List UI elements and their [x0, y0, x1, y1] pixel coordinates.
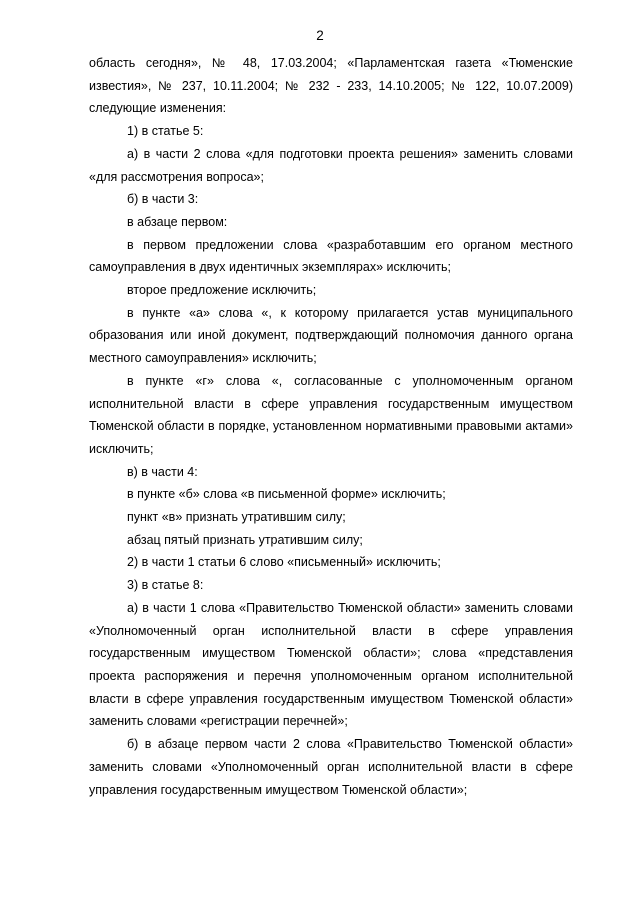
- paragraph-point-a: в пункте «а» слова «, к которому прилагается устав муниципального образования или иной документ, подтверждающий полномочия данного органа местного самоуправления» исключить;: [89, 305, 573, 366]
- paragraph-article-5-a: а) в части 2 слова «для подготовки проекта решения» заменить словами «для рассмотрения вопроса»;: [89, 146, 573, 184]
- paragraph-continuation: область сегодня», № 48, 17.03.2004; «Парламентская газета «Тюменские известия», № 237, 10.11.2004; № 232 - 233, 14.10.2005; № 122, 10.07.2009) следующие изменения:: [89, 56, 573, 116]
- paragraph-point-b: в пункте «б» слова «в письменной форме» исключить;: [127, 487, 446, 502]
- document-body: [89, 52, 573, 801]
- paragraph-point-g: в пункте «г» слова «, согласованные с уполномоченным органом исполнительной власти в сфере управления государственным имуществом Тюменской области в порядке, установленном нормативными правовыми актами» исключить;: [89, 373, 573, 456]
- paragraph-article-8-a: а) в части 1 слова «Правительство Тюменской области» заменить словами «Уполномоченный орган исполнительной власти в сфере управления государственным имуществом Тюменской области»; слова «представления проекта распоряжения и перечня уполномоченным органом исполнительной власти в сфере управления государственным имуществом Тюменской области» заменить словами «регистрации перечней»;: [89, 600, 573, 729]
- paragraph-article-5: 1) в статье 5:: [127, 124, 204, 139]
- paragraph-article-8-b: б) в абзаце первом части 2 слова «Правительство Тюменской области» заменить словами «Уполномоченный орган исполнительной власти в сфере управления государственным имуществом Тюменской области»;: [89, 737, 573, 797]
- paragraph-first-sentence: в первом предложении слова «разработавшим его органом местного самоуправления в двух идентичных экземплярах» исключить;: [89, 237, 573, 275]
- paragraph-article-5-b: б) в части 3:: [127, 192, 199, 207]
- paragraph-article-5-v: в) в части 4:: [127, 464, 198, 479]
- paragraph-fifth-subparagraph: абзац пятый признать утратившим силу;: [127, 532, 363, 547]
- paragraph-second-sentence: второе предложение исключить;: [127, 283, 317, 298]
- page-number: 2: [316, 28, 324, 43]
- paragraph-article-6: 2) в части 1 статьи 6 слово «письменный» исключить;: [127, 555, 441, 570]
- paragraph-article-8: 3) в статье 8:: [127, 578, 204, 593]
- paragraph-point-v: пункт «в» признать утратившим силу;: [127, 510, 346, 525]
- paragraph-first-subparagraph: в абзаце первом:: [127, 214, 228, 229]
